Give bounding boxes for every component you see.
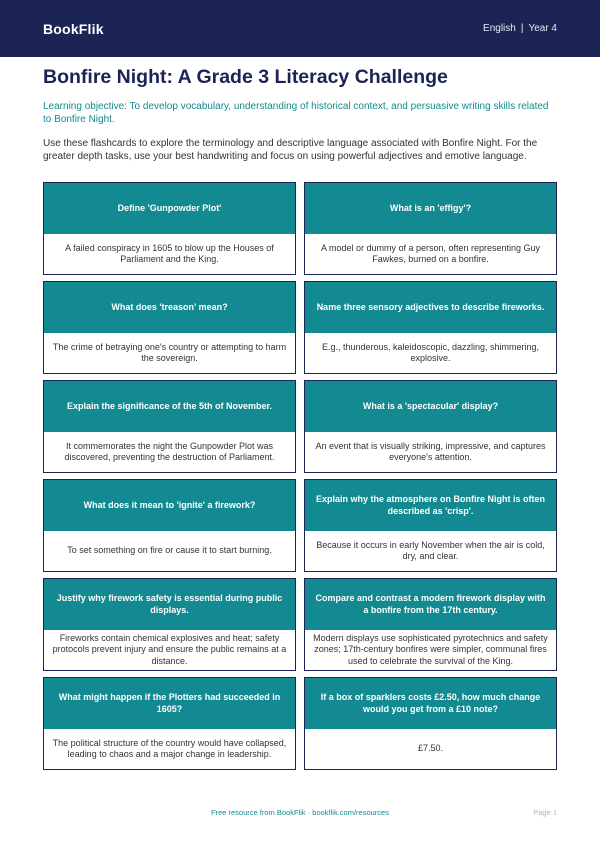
- flashcard: [43, 281, 296, 374]
- flashcard-question: What might happen if the Plotters had succeeded in 1605?: [44, 678, 295, 729]
- flashcard-answer: A model or dummy of a person, often representing Guy Fawkes, burned on a bonfire.: [305, 234, 556, 274]
- flashcard-answer: Modern displays use sophisticated pyrotechnics and safety zones; 17th-century bonfires were simpler, communal fires used to celebrate the survival of the King.: [305, 630, 556, 670]
- meta-separator: |: [520, 23, 524, 34]
- flashcard: [304, 578, 557, 671]
- flashcard-question: Define 'Gunpowder Plot': [44, 183, 295, 234]
- flashcard-question: What is an 'effigy'?: [305, 183, 556, 234]
- flashcard-answer: It commemorates the night the Gunpowder Plot was discovered, preventing the destruction of Parliament.: [44, 432, 295, 472]
- year-label: Year 4: [528, 23, 557, 34]
- flashcard-answer: £7.50.: [305, 729, 556, 769]
- flashcard-question: Name three sensory adjectives to describe fireworks.: [305, 282, 556, 333]
- subject-year-label: [483, 23, 557, 34]
- flashcard-answer: The crime of betraying one's country or attempting to harm the sovereign.: [44, 333, 295, 373]
- flashcard: [304, 182, 557, 275]
- learning-objective: Learning objective: To develop vocabulary, understanding of historical context, and persuasive writing skills related to Bonfire Night.: [43, 101, 549, 125]
- flashcard: [43, 380, 296, 473]
- flashcard: [43, 677, 296, 770]
- flashcard-question: What does 'treason' mean?: [44, 282, 295, 333]
- subject-label: English: [483, 23, 516, 34]
- flashcard-answer: Fireworks contain chemical explosives and heat; safety protocols prevent injury and ensure the public remains at a distance.: [44, 630, 295, 670]
- page-number: Page 1: [533, 808, 557, 817]
- flashcard: [304, 281, 557, 374]
- flashcard-question: Justify why firework safety is essential during public displays.: [44, 579, 295, 630]
- footer-credit: Free resource from BookFlik · bookflik.com/resources: [211, 808, 389, 817]
- flashcard: [304, 677, 557, 770]
- intro-text: Use these flashcards to explore the terminology and descriptive language associated with Bonfire Night. For the greater depth tasks, use your best handwriting and focus on using powerful adjectives and emotive language.: [43, 138, 538, 162]
- flashcard-answer: To set something on fire or cause it to start burning.: [44, 531, 295, 571]
- top-banner: [0, 0, 600, 57]
- flashcard-answer: E.g., thunderous, kaleidoscopic, dazzling, shimmering, explosive.: [305, 333, 556, 373]
- flashcard-question: Explain why the atmosphere on Bonfire Night is often described as 'crisp'.: [305, 480, 556, 531]
- flashcard-answer: Because it occurs in early November when the air is cold, dry, and clear.: [305, 531, 556, 571]
- flashcard: [43, 578, 296, 671]
- flashcard-question: Compare and contrast a modern firework display with a bonfire from the 17th century.: [305, 579, 556, 630]
- flashcard: [43, 182, 296, 275]
- page-title: Bonfire Night: A Grade 3 Literacy Challenge: [43, 66, 448, 88]
- brand-logo: BookFlik: [43, 20, 104, 37]
- flashcard: [304, 479, 557, 572]
- flashcard-answer: A failed conspiracy in 1605 to blow up the Houses of Parliament and the King.: [44, 234, 295, 274]
- flashcard-question: What is a 'spectacular' display?: [305, 381, 556, 432]
- flashcard-question: If a box of sparklers costs £2.50, how much change would you get from a £10 note?: [305, 678, 556, 729]
- flashcard: [304, 380, 557, 473]
- flashcard-grid: [43, 182, 557, 770]
- flashcard-question: Explain the significance of the 5th of November.: [44, 381, 295, 432]
- flashcard-answer: An event that is visually striking, impressive, and captures everyone's attention.: [305, 432, 556, 472]
- flashcard-answer: The political structure of the country would have collapsed, leading to chaos and a major change in leadership.: [44, 729, 295, 769]
- flashcard: [43, 479, 296, 572]
- flashcard-question: What does it mean to 'ignite' a firework?: [44, 480, 295, 531]
